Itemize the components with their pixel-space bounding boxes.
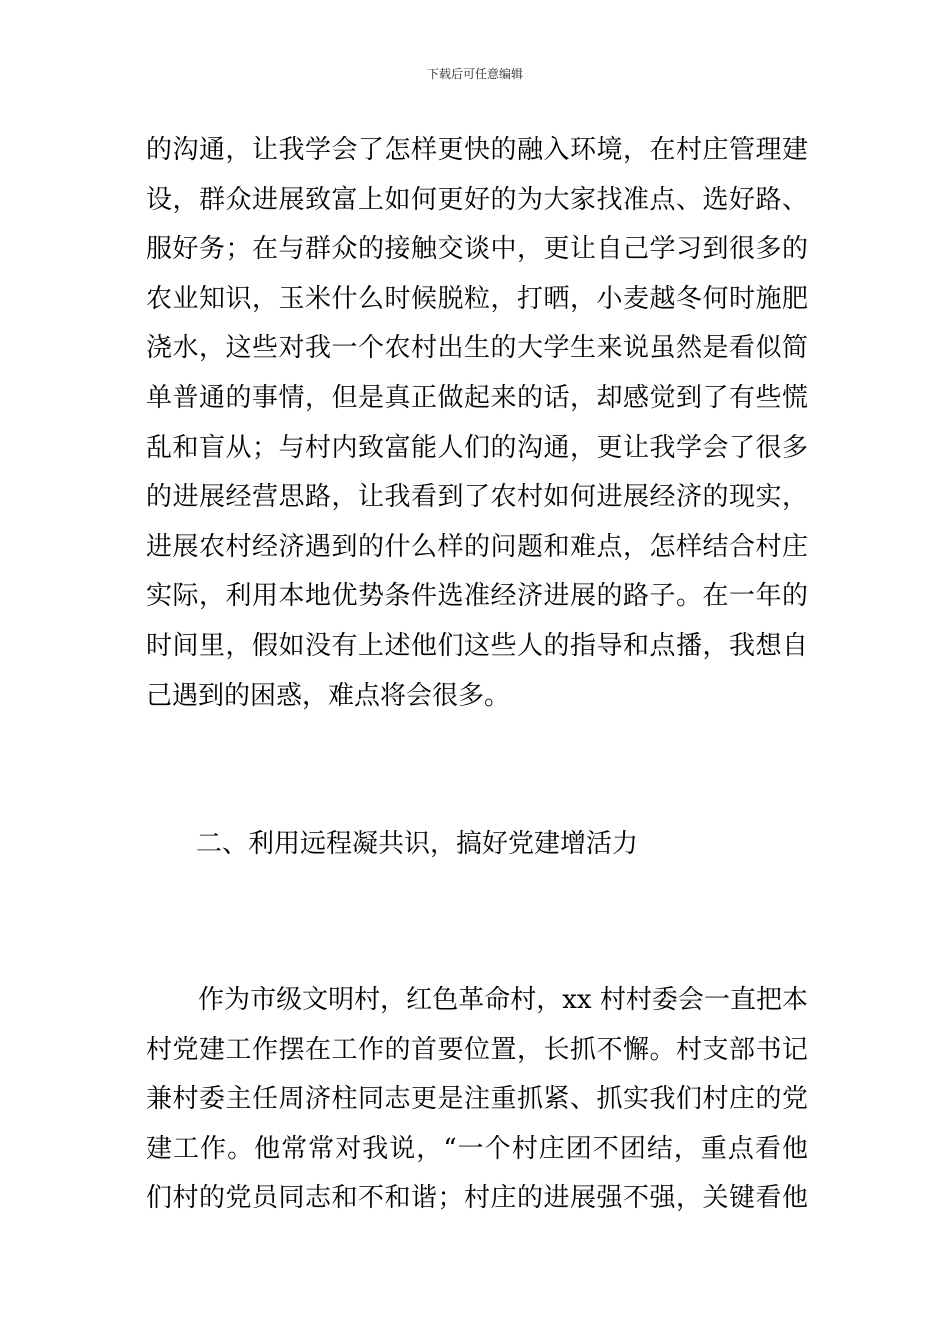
paragraph-line: 时间里，假如没有上述他们这些人的指导和点播，我想自 bbox=[146, 630, 808, 661]
paragraph-line: 浇水，这些对我一个农村出生的大学生来说虽然是看似简 bbox=[146, 333, 808, 364]
section-heading: 二、利用远程凝共识，搞好党建增活力 bbox=[196, 829, 639, 859]
paragraph-line: 的进展经营思路，让我看到了农村如何进展经济的现实， bbox=[146, 482, 808, 513]
paragraph-line: 己遇到的困惑，难点将会很多。 bbox=[146, 680, 511, 711]
paragraph-line: 建工作。他常常对我说，“一个村庄团不团结，重点看他 bbox=[146, 1133, 808, 1164]
paragraph-line: 设，群众进展致富上如何更好的为大家找准点、选好路、 bbox=[146, 184, 808, 215]
paragraph-line: 农业知识，玉米什么时候脱粒，打晒，小麦越冬何时施肥 bbox=[146, 283, 808, 314]
paragraph-line: 兼村委主任周济柱同志更是注重抓紧、抓实我们村庄的党 bbox=[146, 1084, 808, 1115]
body-paragraph-1 bbox=[146, 126, 808, 721]
page-header: 下载后可任意编辑 bbox=[426, 67, 523, 81]
paragraph-line: 乱和盲从；与村内致富能人们的沟通，更让我学会了很多 bbox=[146, 432, 808, 463]
body-paragraph-2 bbox=[146, 976, 808, 1224]
paragraph-line: 的沟通，让我学会了怎样更快的融入环境，在村庄管理建 bbox=[146, 135, 808, 165]
paragraph-line: 单普通的事情，但是真正做起来的话，却感觉到了有些慌 bbox=[146, 382, 808, 413]
paragraph-line: 们村的党员同志和不和谐；村庄的进展强不强，关键看他 bbox=[146, 1183, 808, 1214]
paragraph-line: 服好务；在与群众的接触交谈中，更让自己学习到很多的 bbox=[146, 234, 808, 265]
paragraph-line: 实际，利用本地优势条件选准经济进展的路子。在一年的 bbox=[146, 581, 808, 612]
paragraph-line: 村党建工作摆在工作的首要位置，长抓不懈。村支部书记 bbox=[146, 1034, 808, 1065]
paragraph-line: 进展农村经济遇到的什么样的问题和难点，怎样结合村庄 bbox=[146, 531, 808, 562]
paragraph-line: 作为市级文明村，红色革命村，xx 村村委会一直把本 bbox=[146, 985, 808, 1015]
